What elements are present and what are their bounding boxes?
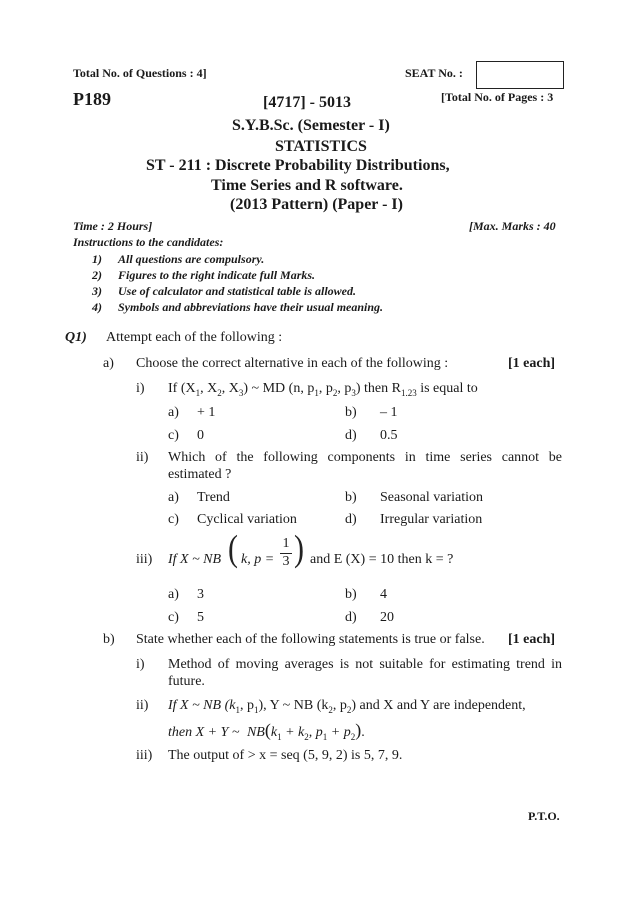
instruction-text: Figures to the right indicate full Marks.: [118, 268, 316, 282]
instructions-heading: Instructions to the candidates:: [73, 235, 224, 249]
part-text: Choose the correct alternative in each of the following :: [136, 356, 449, 371]
subquestion-text: If X ~ NB ($k_1$, $p_1$), Y ~ NB ($k_2$, $p_2$) and X and Y are independent,: [168, 698, 526, 715]
exam-code: [4717] - 5013: [263, 94, 351, 111]
option-text: Seasonal variation: [380, 490, 484, 505]
left-paren: (: [228, 527, 238, 569]
part-text: State whether each of the following statements is true or false.: [136, 632, 485, 647]
subquestion-number: ii): [136, 450, 149, 465]
time-allowed: Time : 2 Hours]: [73, 219, 153, 233]
subquestion-text-continued: then X + Y ~ $NB(k_1 + k_2$, $p_1 + p_2$).: [168, 720, 365, 742]
total-pages: [Total No. of Pages : 3: [441, 90, 554, 104]
subquestion-text: If X ~ NB: [168, 552, 222, 567]
option-text: 4: [380, 587, 387, 602]
option-label: d): [345, 512, 357, 527]
option-text: 20: [380, 610, 394, 625]
option-text: 5: [197, 610, 204, 625]
subquestion-number: ii): [136, 698, 149, 713]
option-text: 0: [197, 428, 204, 443]
option-text: – 1: [380, 405, 398, 420]
page-turn-over: P.T.O.: [528, 809, 560, 823]
fraction-denominator: 3: [282, 554, 290, 569]
question-text: Attempt each of the following :: [106, 330, 283, 345]
subquestion-text-continued: future.: [168, 674, 205, 689]
subquestion-number: i): [136, 381, 145, 396]
subquestion-text: Which of the following components in time series cannot be: [168, 450, 562, 465]
instruction-text: Use of calculator and statistical table is allowed.: [118, 284, 356, 298]
subquestion-text-continued: estimated ?: [168, 467, 232, 482]
subquestion-number: i): [136, 657, 145, 672]
option-label: d): [345, 428, 357, 443]
fraction: [280, 536, 292, 572]
instruction-number: 2): [92, 268, 102, 282]
part-marks: [1 each]: [508, 356, 556, 371]
fraction-numerator: 1: [282, 536, 290, 551]
instruction-text: All questions are compulsory.: [118, 252, 265, 266]
seat-no-box[interactable]: [476, 61, 564, 89]
option-text: + 1: [197, 405, 216, 420]
subquestion-number: iii): [136, 748, 153, 763]
option-label: b): [345, 405, 357, 420]
subquestion-text: The output of > x = seq (5, 9, 2) is 5, 7, 9.: [168, 748, 403, 763]
nb-argument: k, p =: [241, 552, 275, 567]
part-label: a): [103, 356, 114, 371]
right-paren: ): [294, 527, 304, 569]
part-label: b): [103, 632, 115, 647]
option-label: d): [345, 610, 357, 625]
option-label: c): [168, 428, 179, 443]
subquestion-text: Method of moving averages is not suitable for estimating trend in: [168, 657, 562, 672]
option-label: c): [168, 512, 179, 527]
paper-title-line-2: Time Series and R software.: [211, 177, 403, 194]
subject-name: STATISTICS: [275, 138, 367, 155]
option-label: b): [345, 587, 357, 602]
option-label: a): [168, 405, 179, 420]
question-label: Q1): [65, 330, 87, 345]
max-marks: [Max. Marks : 40: [469, 219, 556, 233]
paper-code: P189: [73, 89, 111, 109]
option-text: Cyclical variation: [197, 512, 297, 527]
seat-no-label: SEAT No. :: [405, 66, 463, 80]
paper-title-line-1: ST - 211 : Discrete Probability Distributions,: [146, 157, 450, 174]
subquestion-text: If ($X_1$, $X_2$, $X_3$) ~ MD (n, $p_1$, $p_2$, $p_3$) then $R_{1.23}$ is equal to: [168, 381, 478, 398]
option-text: Irregular variation: [380, 512, 483, 527]
option-label: c): [168, 610, 179, 625]
instruction-text: Symbols and abbreviations have their usual meaning.: [118, 300, 384, 314]
part-marks: [1 each]: [508, 632, 556, 647]
option-label: a): [168, 587, 179, 602]
course-name: S.Y.B.Sc. (Semester - I): [232, 117, 390, 134]
option-text: 3: [197, 587, 204, 602]
total-questions: Total No. of Questions : 4]: [73, 66, 207, 80]
option-text: Trend: [197, 490, 230, 505]
option-text: 0.5: [380, 428, 398, 443]
subquestion-number: iii): [136, 552, 153, 567]
instruction-number: 4): [92, 300, 102, 314]
option-label: a): [168, 490, 179, 505]
instruction-number: 1): [92, 252, 102, 266]
subquestion-text-tail: and E (X) = 10 then k = ?: [310, 552, 454, 567]
paper-pattern: (2013 Pattern) (Paper - I): [230, 196, 403, 213]
option-label: b): [345, 490, 357, 505]
instruction-number: 3): [92, 284, 102, 298]
